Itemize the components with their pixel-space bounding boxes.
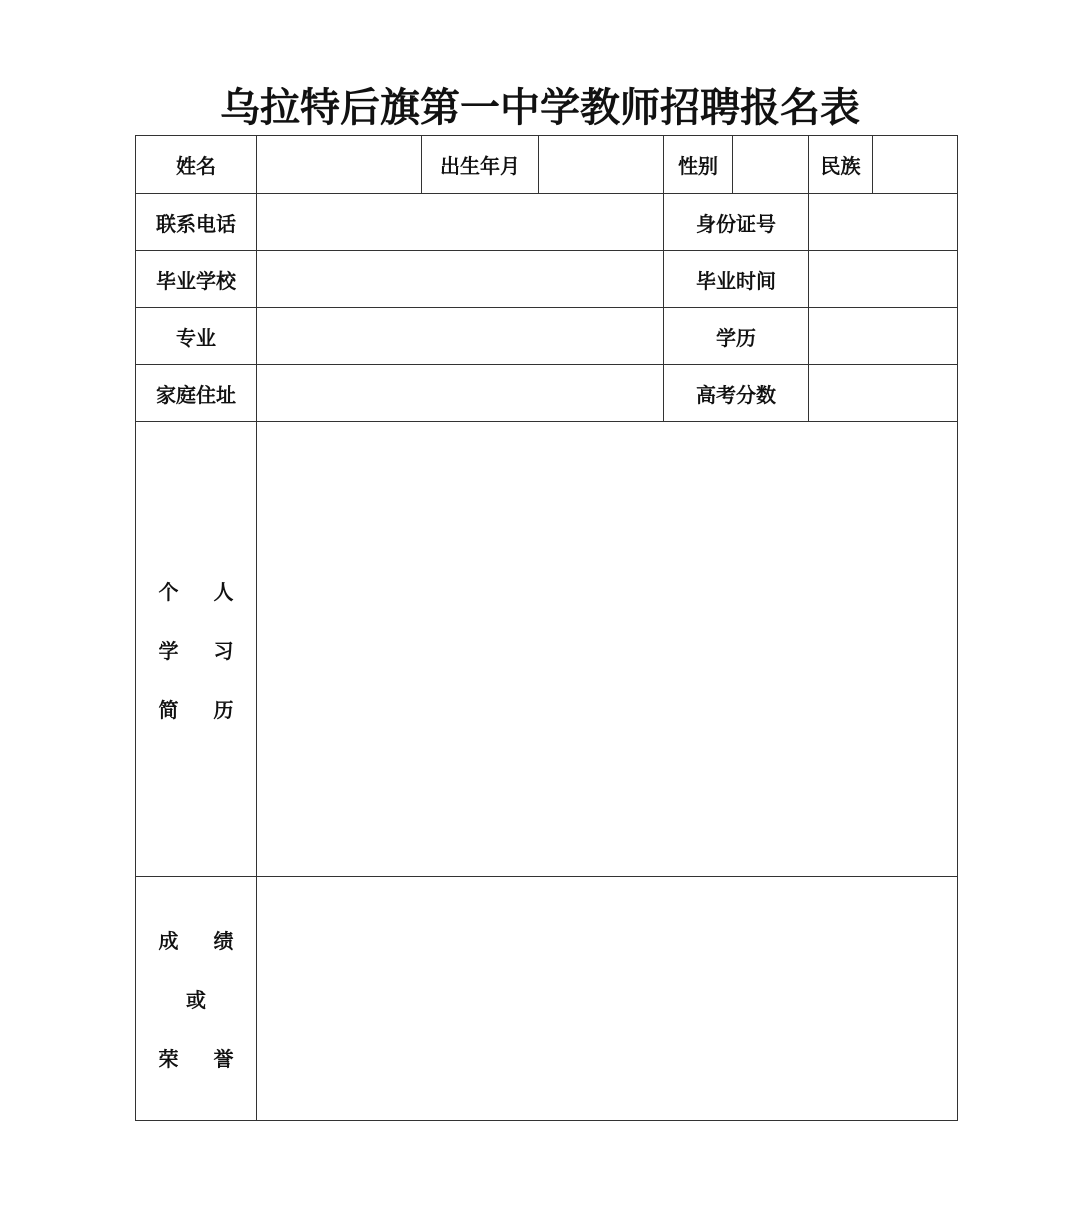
resume-label-line: 简 历 bbox=[158, 697, 248, 722]
birth-label: 出生年月 bbox=[422, 136, 539, 194]
id-number-field[interactable] bbox=[809, 194, 958, 251]
resume-label-line: 个 人 bbox=[158, 579, 248, 604]
education-label: 学历 bbox=[664, 308, 809, 365]
registration-form-table bbox=[135, 135, 958, 1121]
ethnicity-field[interactable] bbox=[873, 136, 958, 194]
honors-label-line: 或 bbox=[186, 988, 220, 1012]
row-contact bbox=[136, 194, 958, 251]
address-label: 家庭住址 bbox=[136, 365, 257, 422]
exam-score-label: 高考分数 bbox=[664, 365, 809, 422]
row-address bbox=[136, 365, 958, 422]
honors-label-line: 荣 誉 bbox=[158, 1047, 248, 1071]
school-label: 毕业学校 bbox=[136, 251, 257, 308]
exam-score-field[interactable] bbox=[809, 365, 958, 422]
gender-label: 性别 bbox=[664, 136, 733, 194]
birth-field[interactable] bbox=[539, 136, 664, 194]
education-field[interactable] bbox=[809, 308, 958, 365]
form-title: 乌拉特后旗第一中学教师招聘报名表 bbox=[220, 84, 860, 131]
resume-field[interactable] bbox=[257, 422, 958, 877]
phone-label: 联系电话 bbox=[136, 194, 257, 251]
grad-time-label: 毕业时间 bbox=[664, 251, 809, 308]
honors-field[interactable] bbox=[257, 877, 958, 1121]
row-school bbox=[136, 251, 958, 308]
resume-label bbox=[136, 422, 257, 877]
id-number-label: 身份证号 bbox=[664, 194, 809, 251]
gender-field[interactable] bbox=[733, 136, 809, 194]
row-basic-info bbox=[136, 136, 958, 194]
resume-label-line: 学 习 bbox=[158, 638, 248, 663]
name-label: 姓名 bbox=[136, 136, 257, 194]
row-resume bbox=[136, 422, 958, 877]
school-field[interactable] bbox=[257, 251, 664, 308]
major-field[interactable] bbox=[257, 308, 664, 365]
grad-time-field[interactable] bbox=[809, 251, 958, 308]
address-field[interactable] bbox=[257, 365, 664, 422]
phone-field[interactable] bbox=[257, 194, 664, 251]
honors-label-line: 成 绩 bbox=[158, 929, 248, 953]
row-honors bbox=[136, 877, 958, 1121]
row-major bbox=[136, 308, 958, 365]
name-field[interactable] bbox=[257, 136, 422, 194]
ethnicity-label: 民族 bbox=[809, 136, 873, 194]
major-label: 专业 bbox=[136, 308, 257, 365]
honors-label bbox=[136, 877, 257, 1121]
